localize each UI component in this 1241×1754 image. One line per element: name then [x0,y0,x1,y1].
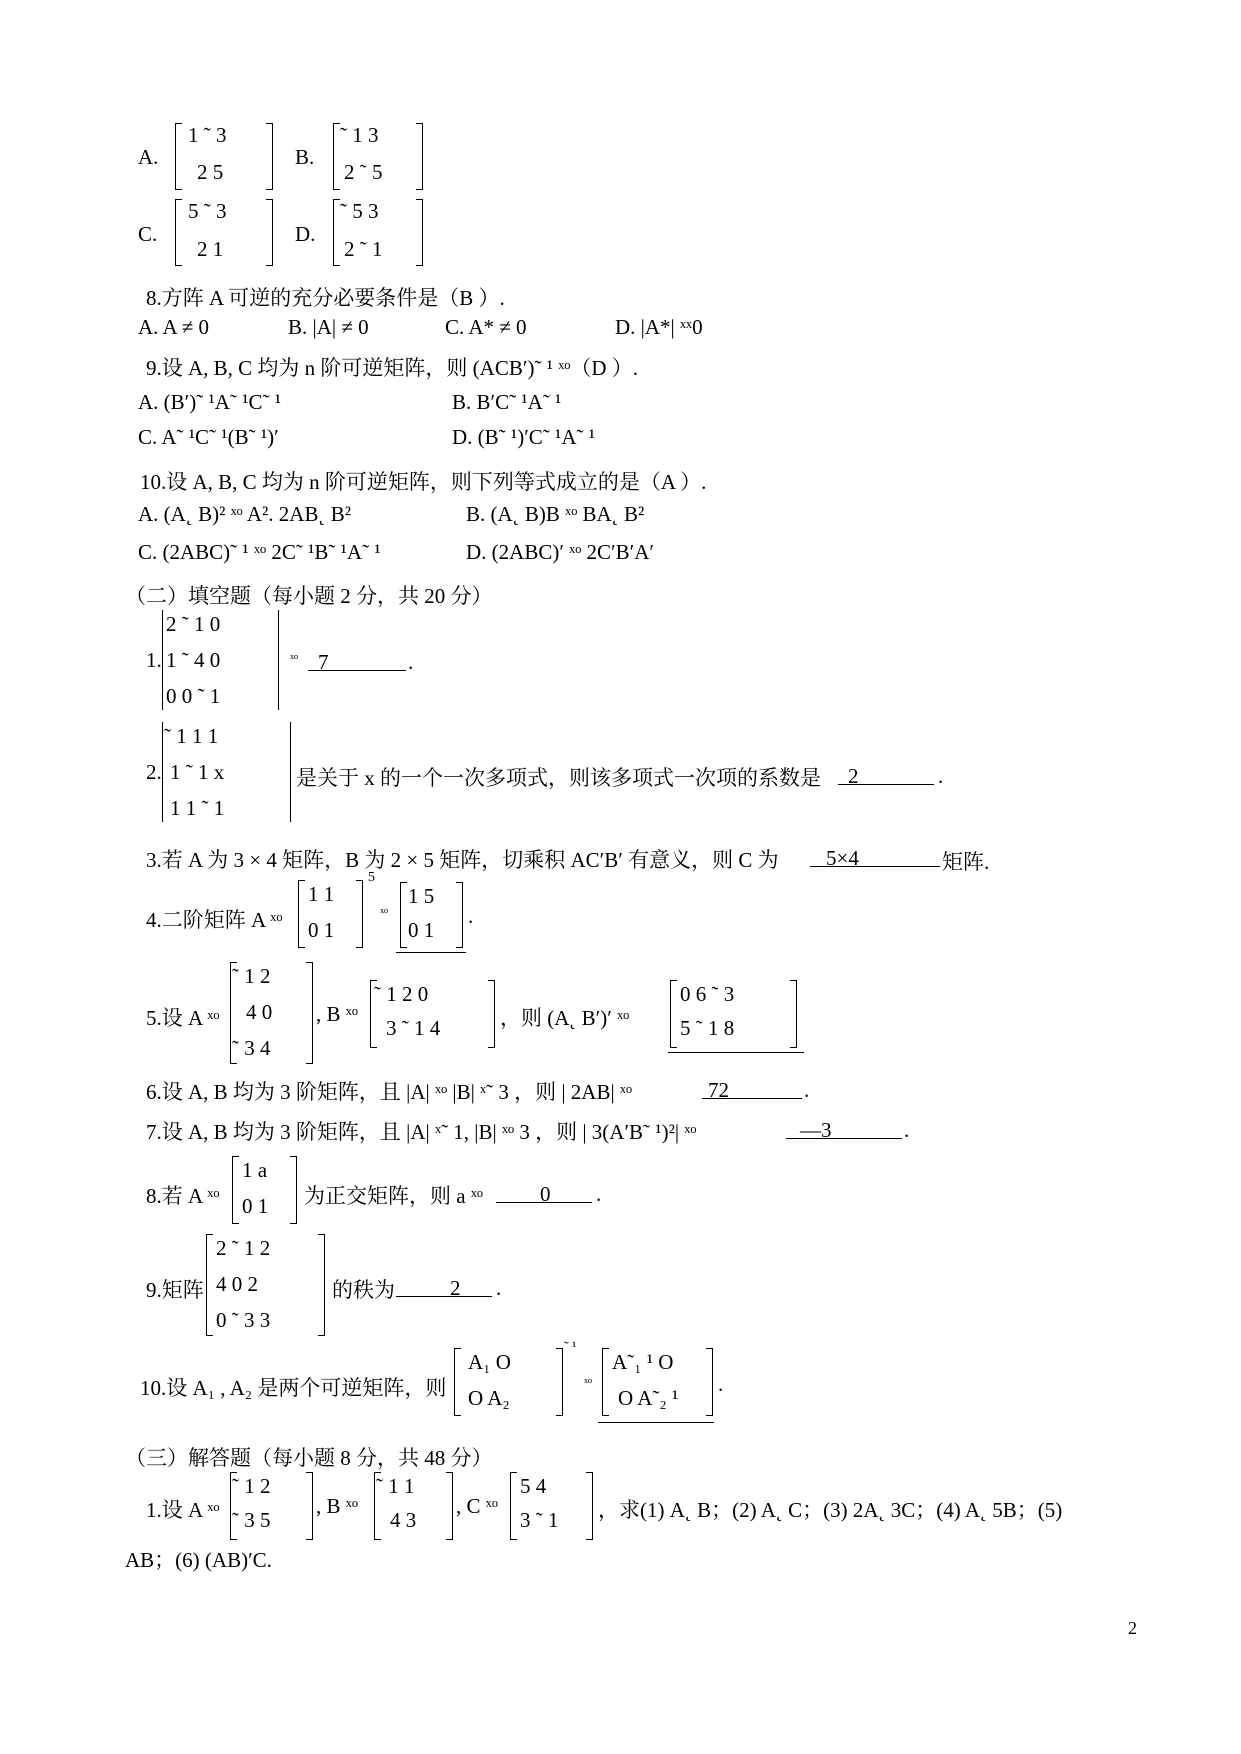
answer-blank [810,866,940,867]
fill7-text: 7.设 A, B 均为 3 阶矩阵，且 |A| ˣ˜ 1, |B| ˣᵒ 3 ，则 | 3(A′B˜ ¹)²| ˣᵒ [146,1120,697,1144]
fill5-prefix: 5.设 A ˣᵒ [146,1006,220,1030]
answer-blank [838,784,934,785]
bracket-left [602,1348,609,1416]
answer-blank [308,670,406,671]
q9-stem: 9.设 A, B, C 均为 n 阶可逆矩阵，则 (ACB′)˜ ¹ ˣᵒ（D ）. [146,356,639,380]
bracket-left [232,1156,239,1224]
fill4-end: . [468,904,474,928]
fill4-exponent: 5 [368,870,375,885]
solve1-tasks: ，求(1) A˛ B；(2) A˛ C；(3) 2A˛ 3C；(4) A˛ 5B；(5) [598,1498,1063,1522]
fill2-row3: 1 1 ˜ 1 [170,796,225,820]
q10-option-a: A. (A˛ B)² ˣᵒ A². 2AB˛ B² [138,502,352,526]
fill2-row2: 1 ˜ 1 x [170,760,225,784]
q7-d-row1: ˜ 5 3 [340,199,379,223]
solve1-B-row1: ˜ 1 1 [376,1474,415,1498]
fill4-answer-row1: 1 5 [408,884,435,908]
solve1-C-row1: 5 4 [520,1474,547,1498]
q7-a-row2: 2 5 [197,160,224,184]
determinant-bar-right [278,610,279,710]
fill9-row2: 4 0 2 [216,1272,258,1296]
q7-b-row2: 2 ˜ 5 [344,160,383,184]
section-2-title: （二）填空题（每小题 2 分，共 20 分） [125,584,493,608]
fill1-row3: 0 0 ˜ 1 [166,684,221,708]
bracket-right [266,199,273,266]
fill3-end: 矩阵. [942,850,990,874]
q8-stem: 8.方阵 A 可逆的充分必要条件是（B ）. [146,286,505,310]
fill1-answer: 7 [318,650,329,674]
fill4-row1: 1 1 [308,882,335,906]
bracket-right [318,1234,325,1336]
fill9-row1: 2 ˜ 1 2 [216,1236,271,1260]
fill5-B-label: , B ˣᵒ [316,1002,358,1026]
fill4-prefix: 4.二阶矩阵 A ˣᵒ [146,908,283,932]
answer-blank [396,1296,492,1297]
fill3-text: 3.若 A 为 3 × 4 矩阵，B 为 2 × 5 矩阵，切乘积 AC′B′ 有意义，则 C 为 [146,848,779,872]
fill8-row2: 0 1 [242,1194,269,1218]
bracket-left [298,880,305,948]
page-number: 2 [1128,1618,1137,1638]
fill10-equals: ˣᵒ [584,1376,593,1391]
fill7-end: . [904,1118,910,1142]
q8-option-a: A. A ≠ 0 [138,315,210,339]
fill10-exponent: ˜ ¹ [564,1340,577,1355]
bracket-left [454,1348,461,1416]
bracket-right [446,1472,453,1540]
fill5-A-row3: ˜ 3 4 [232,1036,271,1060]
fill1-number: 1. [146,648,162,672]
bracket-right [306,962,313,1064]
fill9-answer: 2 [450,1276,461,1300]
determinant-bar-right [290,722,291,822]
fill2-end: . [938,764,944,788]
fill2-text: 是关于 x 的一个一次多项式，则该多项式一次项的系数是 [296,766,821,790]
bracket-left [175,199,182,266]
solve1-B-row2: 4 3 [390,1508,417,1532]
fill8-end: . [596,1182,602,1206]
q9-option-b: B. B′C˜ ¹A˜ ¹ [452,390,562,414]
bracket-right [456,882,463,948]
fill7-answer: —3 [800,1118,832,1142]
fill2-number: 2. [146,760,162,784]
q8-option-b: B. |A| ≠ 0 [288,315,369,339]
fill2-answer: 2 [848,764,859,788]
q7-option-a-label: A. [138,145,159,169]
fill3-answer: 5×4 [826,846,859,870]
fill5-answer-row1: 0 6 ˜ 3 [680,982,735,1006]
q7-option-c-label: C. [138,222,158,246]
fill9-prefix: 9.矩阵 [146,1278,204,1302]
bracket-right [790,980,797,1048]
fill5-B-row1: ˜ 1 2 0 [374,982,429,1006]
q9-option-c: C. A˜ ¹C˜ ¹(B˜ ¹)′ [138,425,279,449]
fill1-row2: 1 ˜ 4 0 [166,648,221,672]
fill1-equals: ˣᵒ [290,652,299,667]
fill6-answer: 72 [708,1078,729,1102]
q9-option-d: D. (B˜ ¹)′C˜ ¹A˜ ¹ [452,425,596,449]
bracket-right [488,980,495,1048]
fill1-row1: 2 ˜ 1 0 [166,612,221,636]
bracket-left [510,1472,517,1540]
fill4-row2: 0 1 [308,918,335,942]
q8-option-d: D. |A*| ˣˣ0 [615,315,703,339]
fill1-end: . [408,650,414,674]
solve1-A-row1: ˜ 1 2 [232,1474,271,1498]
q7-option-d-label: D. [295,222,316,246]
section-3-title: （三）解答题（每小题 8 分，共 48 分） [125,1446,493,1470]
fill4-answer-row2: 0 1 [408,918,435,942]
fill5-middle: ，则 (A˛ B′)′ ˣᵒ [500,1006,630,1030]
fill5-A-row2: 4 0 [246,1000,273,1024]
answer-blank [396,952,466,953]
solve1-tasks-line2: AB；(6) (AB)′C. [125,1548,272,1572]
bracket-left [670,980,677,1048]
fill8-row1: 1 a [242,1158,268,1182]
answer-blank [598,1422,714,1423]
bracket-right [556,1348,563,1416]
fill6-text: 6.设 A, B 均为 3 阶矩阵，且 |A| ˣᵒ |B| ˣ˜ 3 ，则 | 2AB| ˣᵒ [146,1080,633,1104]
q7-a-row1: 1 ˜ 3 [188,123,227,147]
fill4-equals: ˣᵒ [380,906,389,921]
solve1-A-row2: ˜ 3 5 [232,1508,271,1532]
answer-blank [668,1052,804,1053]
fill9-end: . [496,1276,502,1300]
fill5-answer-row2: 5 ˜ 1 8 [680,1016,735,1040]
fill10-row1: A₁ O [468,1350,511,1374]
q10-stem: 10.设 A, B, C 均为 n 阶可逆矩阵，则下列等式成立的是（A ）. [140,470,707,494]
bracket-left [206,1234,213,1336]
solve1-C-row2: 3 ˜ 1 [520,1508,559,1532]
bracket-left [400,882,407,948]
determinant-bar-left [162,610,163,710]
bracket-right [416,123,423,190]
fill8-prefix: 8.若 A ˣᵒ [146,1184,220,1208]
q10-option-c: C. (2ABC)˜ ¹ ˣᵒ 2C˜ ¹B˜ ¹A˜ ¹ [138,540,381,564]
fill10-row2: O A₂ [468,1386,510,1410]
answer-blank [702,1098,802,1099]
fill5-A-row1: ˜ 1 2 [232,964,271,988]
fill10-end: . [718,1372,724,1396]
q10-option-b: B. (A˛ B)B ˣᵒ BA˛ B² [466,502,645,526]
bracket-left [333,199,340,266]
bracket-right [356,880,363,948]
q9-option-a: A. (B′)˜ ¹A˜ ¹C˜ ¹ [138,390,282,414]
fill5-B-row2: 3 ˜ 1 4 [386,1016,441,1040]
q8-option-c: C. A* ≠ 0 [445,315,527,339]
fill8-text: 为正交矩阵，则 a ˣᵒ [304,1184,483,1208]
solve1-prefix: 1.设 A ˣᵒ [146,1498,220,1522]
fill10-answer-row1: A˜₁ ¹ O [612,1350,674,1374]
bracket-right [586,1472,593,1540]
q10-option-d: D. (2ABC)′ ˣᵒ 2C′B′A′ [466,540,655,564]
q7-option-b-label: B. [295,145,315,169]
bracket-right [416,199,423,266]
fill9-row3: 0 ˜ 3 3 [216,1308,271,1332]
fill9-text: 的秩为 [332,1278,395,1302]
q7-c-row1: 5 ˜ 3 [188,199,227,223]
bracket-right [706,1348,713,1416]
answer-blank [786,1138,902,1139]
q7-b-row1: ˜ 1 3 [340,123,379,147]
fill8-answer: 0 [540,1182,551,1206]
q7-d-row2: 2 ˜ 1 [344,237,383,261]
bracket-right [266,123,273,190]
bracket-left [333,123,340,190]
fill10-prefix: 10.设 A₁ , A₂ 是两个可逆矩阵，则 [140,1376,447,1400]
fill6-end: . [804,1078,810,1102]
solve1-B-label: , B ˣᵒ [316,1494,358,1518]
bracket-left [175,123,182,190]
fill10-answer-row2: O A˜₂ ¹ [618,1386,679,1410]
fill2-row1: ˜ 1 1 1 [164,724,219,748]
determinant-bar-left [162,722,163,822]
answer-blank [496,1202,592,1203]
q7-c-row2: 2 1 [197,237,224,261]
bracket-right [306,1472,313,1540]
solve1-C-label: , C ˣᵒ [456,1494,498,1518]
bracket-right [290,1156,297,1224]
